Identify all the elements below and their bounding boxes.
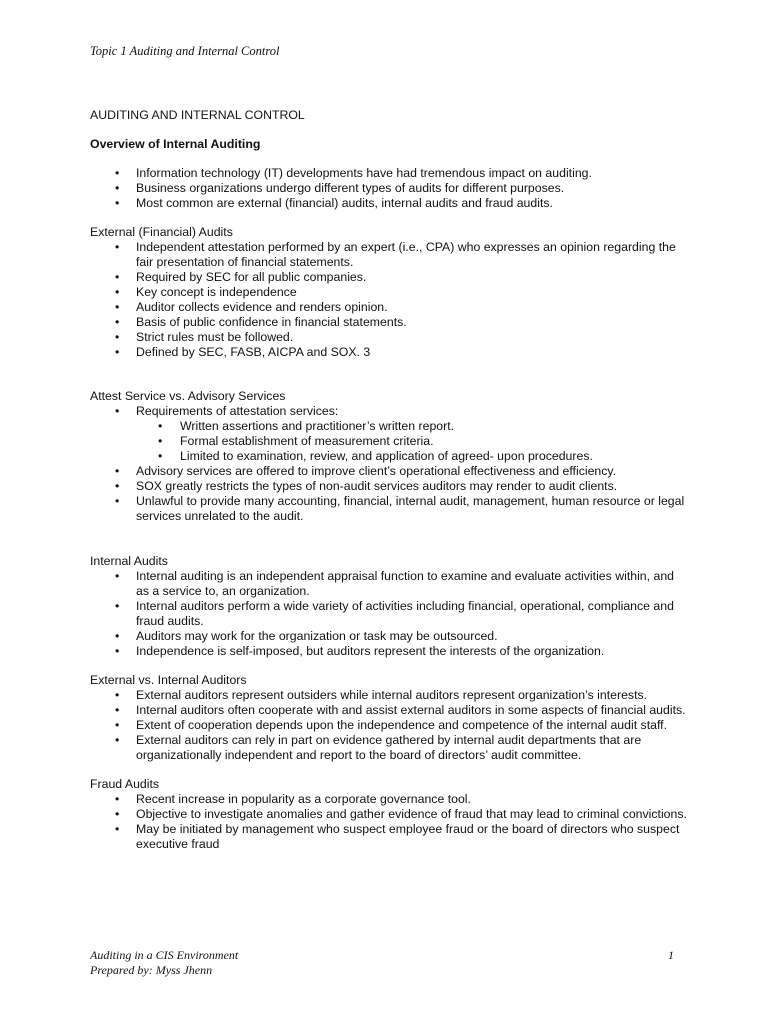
attest-vs-advisory-list bbox=[90, 404, 690, 419]
footer-author: Prepared by: Myss Jhenn bbox=[90, 962, 213, 977]
fraud-audits-list bbox=[90, 792, 690, 852]
list-item: • Most common are external (financial) audits, internal audits and fraud audits. bbox=[90, 196, 690, 211]
list-item: • Internal auditors often cooperate with and assist external auditors in some aspects of financial audits. bbox=[90, 703, 690, 718]
external-audits-heading: External (Financial) Audits bbox=[90, 225, 233, 239]
requirements-label: Requirements of attestation services: bbox=[136, 404, 339, 418]
requirements-sublist bbox=[90, 419, 690, 464]
sub-list-item: • Written assertions and practitioner’s written report. bbox=[90, 419, 690, 434]
list-item: • Internal auditors perform a wide variety of activities including financial, operational, compliance and fraud audits. bbox=[90, 599, 690, 629]
list-item: • External auditors represent outsiders while internal auditors represent organization’s interests. bbox=[90, 688, 690, 703]
list-item: • Business organizations undergo different types of audits for different purposes. bbox=[90, 181, 690, 196]
sub-list-item: • Limited to examination, review, and application of agreed- upon procedures. bbox=[90, 449, 690, 464]
list-item: • May be initiated by management who suspect employee fraud or the board of directors who suspect executive fraud bbox=[90, 822, 690, 852]
internal-audits-heading: Internal Audits bbox=[90, 554, 168, 568]
overview-list bbox=[90, 166, 690, 211]
page-number: 1 bbox=[668, 948, 674, 962]
list-item: • Defined by SEC, FASB, AICPA and SOX. 3 bbox=[90, 345, 690, 360]
external-audits-list bbox=[90, 240, 690, 360]
list-item: • Advisory services are offered to improve client’s operational effectiveness and efficiency. bbox=[90, 464, 690, 479]
fraud-audits-heading: Fraud Audits bbox=[90, 777, 160, 791]
list-item: • Strict rules must be followed. bbox=[90, 330, 690, 345]
external-vs-internal-heading: External vs. Internal Auditors bbox=[90, 673, 247, 687]
list-item: • Internal auditing is an independent appraisal function to examine and evaluate activities within, and as a service to, an organization. bbox=[90, 569, 690, 599]
overview-heading: Overview of Internal Auditing bbox=[90, 137, 261, 151]
list-item: • Objective to investigate anomalies and gather evidence of fraud that may lead to criminal convictions. bbox=[90, 807, 690, 822]
list-item: • External auditors can rely in part on evidence gathered by internal audit departments that are organizationally independent and report to the board of directors’ audit committee. bbox=[90, 733, 690, 763]
list-item: • Key concept is independence bbox=[90, 285, 690, 300]
list-item: • Auditors may work for the organization or task may be outsourced. bbox=[90, 629, 690, 644]
list-item: • Recent increase in popularity as a corporate governance tool. bbox=[90, 792, 690, 807]
list-item: • Unlawful to provide many accounting, financial, internal audit, management, human resource or legal services unrelated to the audit. bbox=[90, 494, 690, 524]
list-item: • Extent of cooperation depends upon the independence and competence of the internal audit staff. bbox=[90, 718, 690, 733]
list-item: • Information technology (IT) developments have had tremendous impact on auditing. bbox=[90, 166, 690, 181]
list-item: • SOX greatly restricts the types of non-audit services auditors may render to audit clients. bbox=[90, 479, 690, 494]
document-body bbox=[90, 108, 690, 852]
sub-list-item: • Formal establishment of measurement criteria. bbox=[90, 434, 690, 449]
page-footer bbox=[90, 948, 238, 977]
list-item: • Independence is self-imposed, but auditors represent the interests of the organization. bbox=[90, 644, 690, 659]
document-title: AUDITING AND INTERNAL CONTROL bbox=[90, 108, 305, 122]
list-item bbox=[90, 404, 690, 419]
list-item: • Required by SEC for all public companies. bbox=[90, 270, 690, 285]
attest-vs-advisory-heading: Attest Service vs. Advisory Services bbox=[90, 389, 286, 403]
footer-course: Auditing in a CIS Environment bbox=[90, 948, 239, 962]
external-vs-internal-list bbox=[90, 688, 690, 763]
running-header: Topic 1 Auditing and Internal Control bbox=[90, 44, 280, 58]
list-item: • Auditor collects evidence and renders opinion. bbox=[90, 300, 690, 315]
internal-audits-list bbox=[90, 569, 690, 659]
list-item: • Independent attestation performed by an expert (i.e., CPA) who expresses an opinion regarding the fair presentation of financial statements. bbox=[90, 240, 690, 270]
advisory-list bbox=[90, 464, 690, 524]
list-item: • Basis of public confidence in financial statements. bbox=[90, 315, 690, 330]
